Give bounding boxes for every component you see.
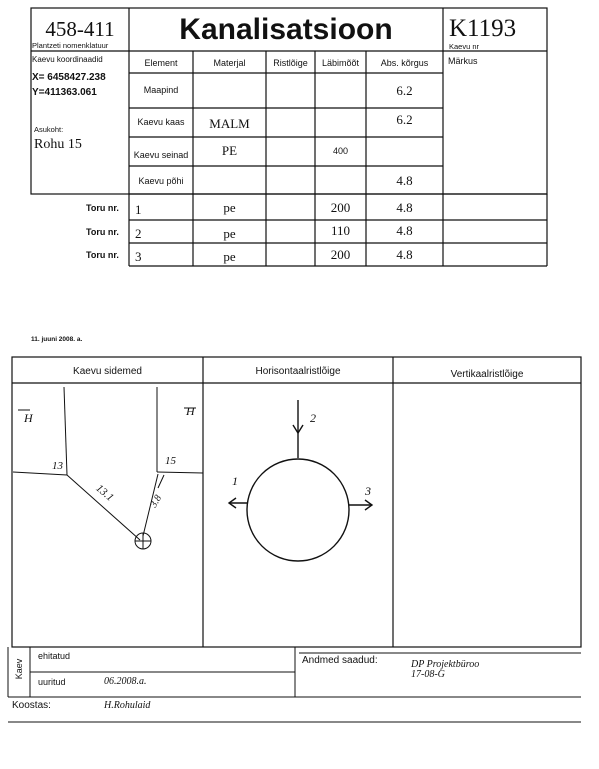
sketch-note: H (24, 411, 33, 425)
location-value: Rohu 15 (34, 137, 82, 152)
sketch-note: 1 (232, 474, 238, 488)
koostas-value: H.Rohulaid (104, 700, 151, 711)
row-abs: 6.2 (396, 83, 413, 98)
col-abs-korgus: Abs. kõrgus (380, 57, 429, 68)
uuritud-label: uuritud (38, 677, 66, 687)
col-labimoot: Läbimõõt (321, 57, 360, 68)
pipe-materjal: pe (223, 248, 236, 264)
pipe-label: Toru nr. (86, 250, 119, 260)
row-labimoot: 400 (332, 146, 349, 156)
col-materjal: Materjal (213, 57, 246, 68)
row-element: Kaevu kaas (137, 116, 185, 127)
pipe-labimoot: 110 (330, 223, 351, 238)
nomenclature-label: Plantzeti nomenklatuur (32, 41, 109, 50)
coord-y: Y=411363.061 (32, 87, 97, 98)
pipe-labimoot: 200 (330, 200, 351, 215)
sketch-note: 3 (365, 484, 371, 498)
coord-x: X= 6458427.238 (32, 72, 106, 83)
pipe-abs: 4.8 (396, 200, 413, 215)
panel-title-vertikaal: Vertikaalristlõige (450, 368, 524, 380)
row-element: Kaevu seinad (133, 149, 189, 160)
sketch-note: 3.8 (148, 493, 165, 510)
pipe-abs: 4.8 (396, 246, 413, 262)
sketch-note: 2 (310, 411, 316, 425)
row-materjal: PE (221, 143, 238, 158)
horisontaal-sketch (229, 400, 372, 561)
page-title: Kanalisatsioon (179, 13, 393, 46)
well-number-label: Kaevu nr (449, 42, 480, 51)
sketch-note: 15 (165, 455, 176, 467)
row-element: Kaevu põhi (138, 175, 184, 186)
pipe-nr: 2 (135, 226, 142, 241)
kaev-side-label: Kaev (14, 658, 24, 680)
ehitatud-label: ehitatud (38, 651, 71, 661)
location-label: Asukoht: (34, 125, 64, 134)
kaevu-sidemed-sketch (13, 387, 203, 549)
panel-title-sidemed: Kaevu sidemed (73, 365, 142, 377)
andmed-value: DP Projektbüroo (411, 659, 480, 670)
pipe-labimoot: 200 (330, 246, 351, 262)
nomenclature-value: 458-411 (45, 16, 115, 41)
pipe-label: Toru nr. (86, 203, 119, 213)
pipe-nr: 1 (135, 202, 142, 217)
panel-title-horisontaal: Horisontaalristlõige (255, 365, 341, 377)
andmed-label: Andmed saadud: (302, 655, 378, 666)
pipe-abs: 4.8 (396, 223, 413, 238)
uuritud-value: 06.2008.a. (104, 676, 147, 687)
row-materjal: MALM (209, 115, 250, 131)
coords-label: Kaevu koordinaadid (32, 55, 103, 64)
row-element: Maapind (143, 85, 179, 95)
row-abs: 4.8 (396, 172, 413, 188)
pipe-label: Toru nr. (86, 227, 119, 237)
sketch-note: 13 (52, 460, 63, 472)
koostas-label: Koostas: (12, 700, 51, 711)
col-ristloige: Ristlõige (273, 57, 308, 68)
pipe-nr: 3 (135, 249, 142, 264)
pipe-materjal: pe (223, 226, 236, 241)
pipe-materjal: pe (223, 200, 236, 215)
col-markus: Märkus (448, 56, 478, 66)
row-abs: 6.2 (396, 111, 413, 127)
well-number-value: K1193 (449, 15, 517, 42)
col-element: Element (144, 57, 178, 68)
date: 11. juuni 2008. a. (31, 336, 83, 343)
andmed-value: 17-08-G (411, 669, 445, 680)
sketch-note: 13.1 (93, 482, 116, 504)
sketch-note: H (186, 404, 195, 418)
